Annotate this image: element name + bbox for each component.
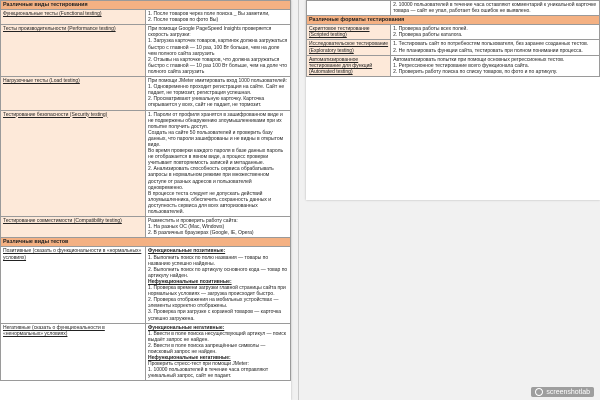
text-line: 2. Отзывы на карточке товаров, что должна загружаться быстро с главной — 10 раз 100 Вт больше, чем на доле что полного сайта загрузить bbox=[148, 56, 288, 75]
text-line: 2. Ввести в поле поиска запрещённые символы — поисковый запрос не найден. bbox=[148, 342, 266, 355]
text-line: Создать на сайте 50 пользователей и проверить базу данных, что пароли зашифрованы и не видны в открытом виде. bbox=[148, 129, 284, 148]
row-content bbox=[146, 77, 291, 110]
row-label bbox=[307, 55, 391, 76]
table-row bbox=[1, 110, 291, 217]
text-line: 2. 10000 пользователей в течение часа оставляют комментарий к уникальной карточке товара — сайт не упал, работает без ошибок не выявлено. bbox=[393, 2, 597, 15]
text-line: 2. Выполнить поиск по артикулу основного кода — товар по артикулу найден. bbox=[148, 266, 288, 279]
table-header: Различные форматы тестирования bbox=[307, 16, 600, 25]
row-content bbox=[391, 55, 600, 76]
row-label-text: Исследовательское тестирование (Exploratory testing) bbox=[309, 41, 389, 54]
row-label bbox=[1, 25, 146, 77]
row-content bbox=[146, 247, 291, 323]
row-label bbox=[1, 247, 146, 323]
table-row bbox=[1, 25, 291, 77]
row-content bbox=[391, 25, 600, 40]
row-label-text: Тестирование безопасности (Security testing) bbox=[3, 111, 108, 118]
row-subtitle: Функциональные негативные: bbox=[148, 324, 225, 331]
text-line: 1. После товаров через поле поиска _ Вы заметили, bbox=[148, 11, 270, 18]
table-header: Различные виды тестов bbox=[1, 238, 291, 247]
text-line: В процессе теста следует не допускать действий злоумышленника, обеспечить сохранность данных и доступность сервиса для всех авторизованных пользователей. bbox=[148, 190, 272, 215]
row-content bbox=[146, 25, 291, 77]
watermark-text: screenshotlab bbox=[546, 388, 590, 396]
document-page-left bbox=[0, 0, 291, 400]
text-line: 1. Проверка работы всех полей. bbox=[393, 26, 468, 33]
text-line: 1. Пароли от профиля хранятся в зашифрованном виде и не подвержены обнаружению злоумышленниками при их попытке получить доступ. bbox=[148, 111, 283, 130]
table-row bbox=[1, 217, 291, 238]
table-cell-content bbox=[391, 1, 600, 16]
table-row bbox=[307, 25, 600, 40]
text-line: 2. Не планировать функции сайта, тестировать при полном понимании процесса. bbox=[393, 47, 583, 54]
table-cell-label bbox=[307, 1, 391, 16]
text-line: 2. Анализировать способность сервиса обрабатывать запросы в нормальном режиме при множественном доступе от разных адресов и пользователей одновременно. bbox=[148, 166, 274, 191]
text-line: 1. На разных ОС (Mac, Windows) bbox=[148, 224, 225, 231]
row-content bbox=[146, 323, 291, 381]
table-header: Различные виды тестирования bbox=[1, 1, 291, 10]
camera-icon bbox=[535, 388, 543, 396]
row-label-text: Нагрузочные тесты (Load testing) bbox=[3, 78, 80, 85]
text-line: 2. После товаров по фото Вы) bbox=[148, 17, 219, 24]
row-subtitle: Нефункциональные негативные: bbox=[148, 355, 231, 362]
text-line: Автоматизировать попытки при помощи основных регрессионных тестов. bbox=[393, 56, 565, 63]
text-line: Во время проверки каждого пароля в базе данных пароль не отображается в явном виде, а процесс проверки учитывает повторяемость записей и метаданные. bbox=[148, 148, 284, 167]
table-row bbox=[307, 55, 600, 76]
watermark bbox=[531, 387, 594, 397]
table-row bbox=[1, 77, 291, 110]
row-label-text: Тестирование совместимости (Compatibility testing) bbox=[3, 218, 122, 225]
text-line: Проверить стресс-тест при помощи JMeter: bbox=[148, 361, 249, 368]
row-content bbox=[146, 217, 291, 238]
text-line: 1. Регрессионное тестирование всего функционала сайта. bbox=[393, 62, 530, 69]
text-line: При помощи JMeter имитировать вход 1000 пользователей: bbox=[148, 78, 287, 85]
table-row bbox=[1, 247, 291, 323]
text-line: 2. В различных браузерах (Google, IE, Opera) bbox=[148, 230, 254, 237]
table-header-row bbox=[1, 1, 291, 10]
row-label bbox=[1, 77, 146, 110]
text-line: 1. Проверка времени загрузки главной страницы сайта при нормальных условиях — загрузка происходит быстро. bbox=[148, 285, 286, 298]
row-label bbox=[1, 323, 146, 381]
text-line: 1. 10000 пользователей в течение часа отправляют уникальный запрос, сайт не падает. bbox=[148, 367, 269, 380]
text-line: При помощи Google PageSpeed Insights проверяется скорость загрузки: bbox=[148, 26, 272, 39]
text-line: 3. Проверка при загрузке с корзиной товаров — карточка успешно загружена. bbox=[148, 309, 282, 322]
row-label bbox=[1, 110, 146, 217]
row-label bbox=[307, 25, 391, 40]
table-row bbox=[307, 40, 600, 55]
text-line: 1. Тестировать сайт по потребностям пользователя, без заранее созданных тестов. bbox=[393, 41, 589, 48]
row-content bbox=[146, 110, 291, 217]
table-row bbox=[307, 1, 600, 16]
table-row bbox=[1, 10, 291, 25]
row-label-text: Скриптовое тестирование (Scripted testing) bbox=[309, 26, 370, 39]
row-subtitle: Нефункциональные позитивные: bbox=[148, 278, 232, 285]
text-line: 2. Проверка отображения на мобильных устройствах — элементы корректно отображены. bbox=[148, 297, 279, 310]
text-line: Разместить и проверить работу сайта: bbox=[148, 218, 238, 225]
row-label bbox=[1, 10, 146, 25]
row-label bbox=[1, 217, 146, 238]
row-label-text: Негативные (сказать о функциональности в «ненормальных» условиях) bbox=[3, 324, 105, 337]
text-line: 1. Одновременно проходит регистрация на сайте. Сайт не падает, не тормозит, регистрация успешная. bbox=[148, 84, 285, 97]
testing-formats-table bbox=[306, 0, 600, 77]
text-line: 1. Ввести в поле поиска несуществующий артикул — поиск выдаёт запрос не найден. bbox=[148, 330, 286, 343]
document-page-right bbox=[306, 0, 600, 200]
row-label bbox=[307, 40, 391, 55]
row-content bbox=[146, 10, 291, 25]
row-label-text: Функциональные тесты (Functional testing) bbox=[3, 11, 102, 18]
text-line: 1. Выполнить поиск по полю названия — товары по названию успешно найдены. bbox=[148, 254, 269, 267]
page-divider bbox=[298, 0, 299, 400]
row-label-text: Позитивные (сказать о функциональности в «нормальных» условиях) bbox=[3, 248, 142, 261]
table-header-row bbox=[1, 238, 291, 247]
text-line: 1. Загрузка карточек товаров, картинок должна загружаться быстро с главной — 10 раз, 100 Вт больше, чем на доле чем полного сайта загрузить bbox=[148, 38, 288, 57]
table-row bbox=[1, 323, 291, 381]
row-subtitle: Функциональные позитивные: bbox=[148, 248, 226, 255]
testing-types-table bbox=[0, 0, 291, 381]
row-content bbox=[391, 40, 600, 55]
row-label-text: Автоматизированное тестирование для функций (Automated testing) bbox=[309, 56, 373, 75]
text-line: 2. Проверить работу поиска по списку товаров, по фото и по артикулу. bbox=[393, 68, 558, 75]
text-line: 2. Просматривают уникальную карточку. Карточка открывается у всех, сайт не падает, не тормозит. bbox=[148, 96, 265, 109]
text-line: 2. Проверка работы каталога. bbox=[393, 32, 463, 39]
table-header-row bbox=[307, 16, 600, 25]
row-label-text: Тесты производительности (Performance testing) bbox=[3, 26, 116, 33]
